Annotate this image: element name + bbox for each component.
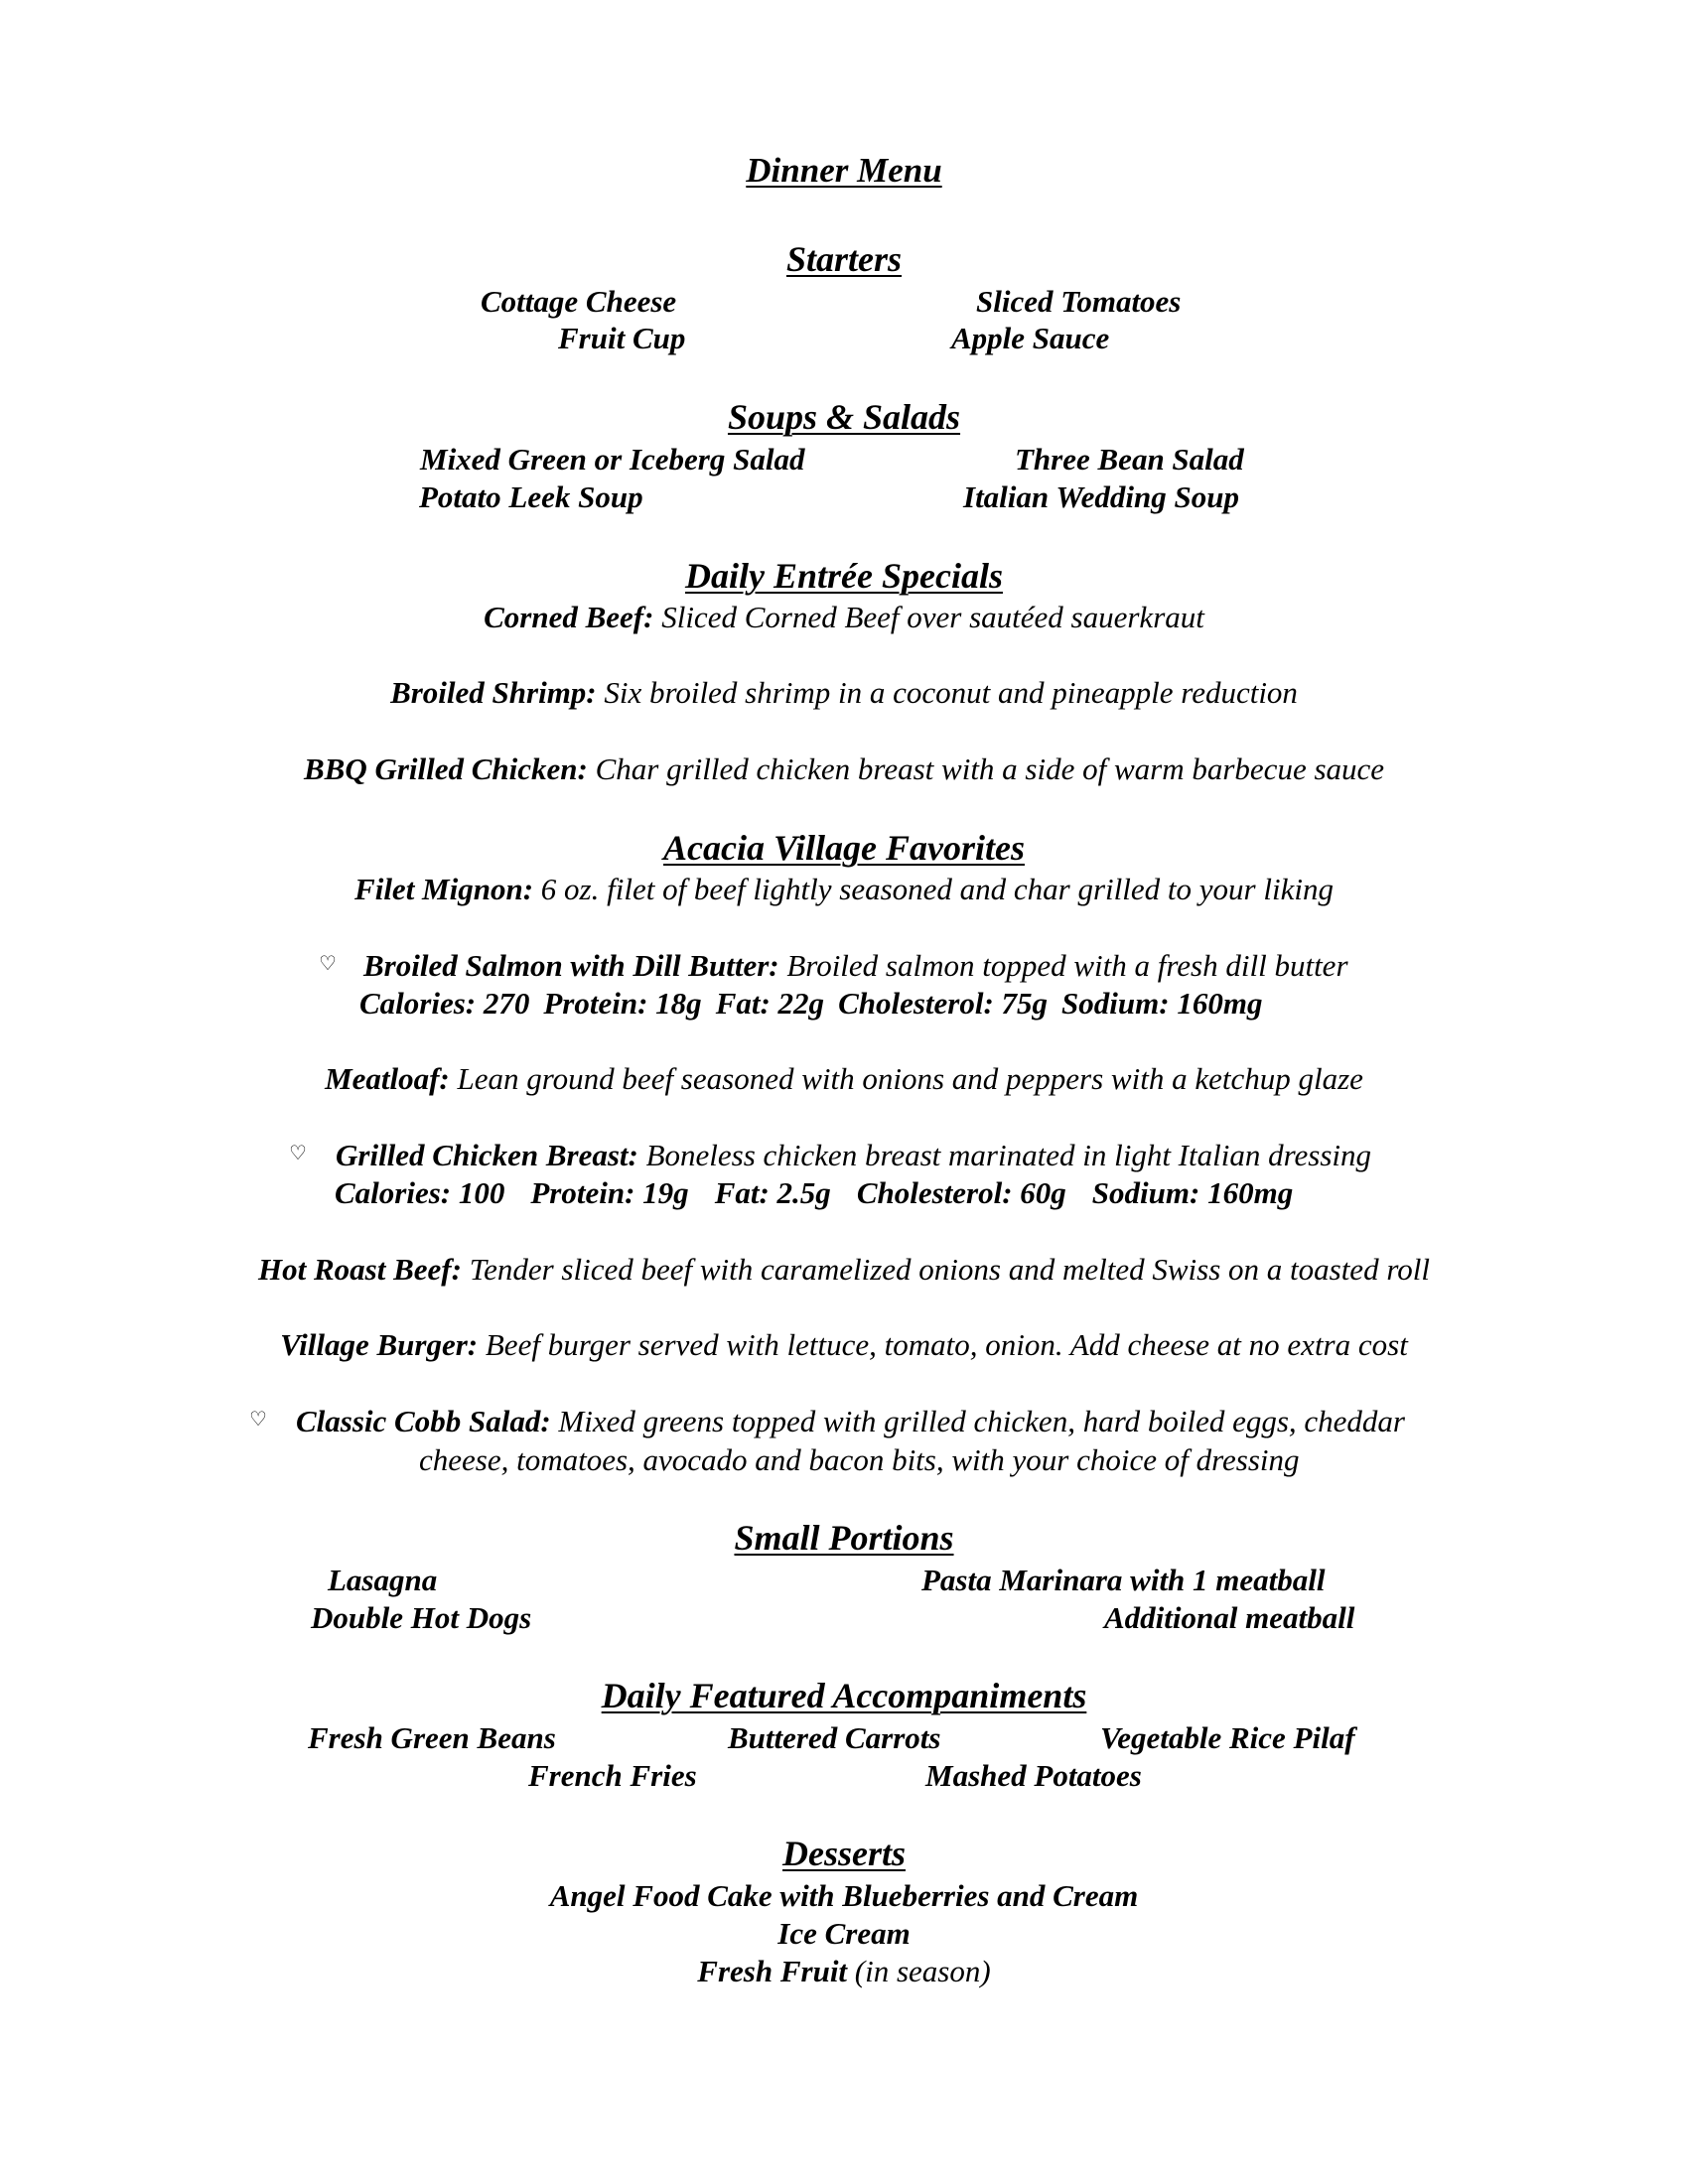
desserts-heading: Desserts [782, 1834, 906, 1873]
daily-specials-heading: Daily Entrée Specials [685, 556, 1003, 596]
page-title: Dinner Menu [746, 151, 942, 190]
item-description: 6 oz. filet of beef lightly seasoned and char grilled to your liking [533, 872, 1334, 906]
menu-item: Italian Wedding Soup [963, 479, 1239, 514]
menu-item [0, 1329, 1688, 1360]
menu-item [296, 1406, 1405, 1436]
menu-item [0, 1254, 1688, 1285]
menu-item [0, 602, 1688, 632]
cholesterol: Cholesterol: 60g [856, 1175, 1066, 1210]
menu-item: Pasta Marinara with 1 meatball [921, 1563, 1326, 1597]
fat: Fat: 2.5g [714, 1175, 831, 1210]
nutrition-info [359, 988, 1276, 1019]
menu-item: Sliced Tomatoes [976, 284, 1182, 319]
menu-item [0, 753, 1688, 784]
item-description: Broiled salmon topped with a fresh dill butter [778, 948, 1348, 983]
item-name: Fresh Fruit [697, 1954, 848, 1988]
menu-item: Lasagna [328, 1563, 438, 1597]
item-name: Filet Mignon: [354, 872, 534, 906]
menu-item [0, 677, 1688, 708]
nutrition-info [335, 1177, 1307, 1208]
item-description: Sliced Corned Beef over sautéed sauerkraut [653, 600, 1204, 634]
menu-item: Angel Food Cake with Blueberries and Cream [549, 1878, 1139, 1913]
item-description: Mixed greens topped with grilled chicken, hard boiled eggs, cheddar [550, 1404, 1405, 1438]
menu-item: Additional meatball [1104, 1600, 1355, 1635]
item-description: (in season) [847, 1954, 991, 1988]
menu-item: Buttered Carrots [728, 1720, 941, 1755]
calories: Calories: 100 [335, 1175, 505, 1210]
sodium: Sodium: 160mg [1091, 1175, 1294, 1210]
item-description: Six broiled shrimp in a coconut and pineapple reduction [596, 675, 1298, 710]
menu-item [336, 1140, 1371, 1170]
item-name: Corned Beef: [484, 600, 654, 634]
item-name: Broiled Salmon with Dill Butter: [363, 948, 779, 983]
menu-item: Three Bean Salad [1015, 442, 1244, 477]
item-name: BBQ Grilled Chicken: [303, 751, 588, 786]
small-portions-heading: Small Portions [734, 1518, 954, 1558]
item-name: Village Burger: [280, 1327, 479, 1362]
item-description-continued: cheese, tomatoes, avocado and bacon bits, with your choice of dressing [419, 1442, 1300, 1477]
heart-icon: ♡ [249, 1407, 267, 1431]
starters-heading: Starters [785, 239, 903, 279]
calories: Calories: 270 [359, 986, 530, 1021]
menu-item: Vegetable Rice Pilaf [1100, 1720, 1355, 1755]
item-name: Grilled Chicken Breast: [336, 1138, 638, 1172]
accompaniments-heading: Daily Featured Accompaniments [601, 1676, 1087, 1715]
menu-item: French Fries [528, 1758, 697, 1793]
menu-item [363, 950, 1348, 981]
menu-item [0, 1063, 1688, 1094]
soups-salads-heading: Soups & Salads [727, 397, 961, 437]
menu-item: Fresh Green Beans [308, 1720, 556, 1755]
sodium: Sodium: 160mg [1061, 986, 1263, 1021]
item-name: Classic Cobb Salad: [296, 1404, 551, 1438]
item-name: Meatloaf: [325, 1061, 450, 1096]
fat: Fat: 22g [715, 986, 825, 1021]
menu-item: Apple Sauce [951, 321, 1110, 355]
item-name: Hot Roast Beef: [258, 1252, 462, 1287]
heart-icon: ♡ [319, 951, 337, 975]
menu-item: Mixed Green or Iceberg Salad [420, 442, 805, 477]
cholesterol: Cholesterol: 75g [838, 986, 1049, 1021]
menu-item [0, 874, 1688, 904]
menu-item: Ice Cream [777, 1916, 911, 1951]
menu-item [0, 1956, 1688, 1986]
item-description: Boneless chicken breast marinated in light Italian dressing [637, 1138, 1372, 1172]
favorites-heading: Acacia Village Favorites [663, 828, 1025, 868]
protein: Protein: 19g [530, 1175, 689, 1210]
menu-item: Potato Leek Soup [419, 479, 643, 514]
item-name: Broiled Shrimp: [390, 675, 597, 710]
menu-item: Mashed Potatoes [925, 1758, 1142, 1793]
menu-item: Double Hot Dogs [311, 1600, 532, 1635]
item-description: Tender sliced beef with caramelized onions and melted Swiss on a toasted roll [461, 1252, 1430, 1287]
item-description: Char grilled chicken breast with a side of warm barbecue sauce [587, 751, 1385, 786]
protein: Protein: 18g [543, 986, 702, 1021]
item-description: Beef burger served with lettuce, tomato, onion. Add cheese at no extra cost [478, 1327, 1408, 1362]
heart-icon: ♡ [289, 1141, 307, 1164]
menu-item: Fruit Cup [558, 321, 686, 355]
menu-item: Cottage Cheese [481, 284, 677, 319]
item-description: Lean ground beef seasoned with onions and peppers with a ketchup glaze [449, 1061, 1363, 1096]
